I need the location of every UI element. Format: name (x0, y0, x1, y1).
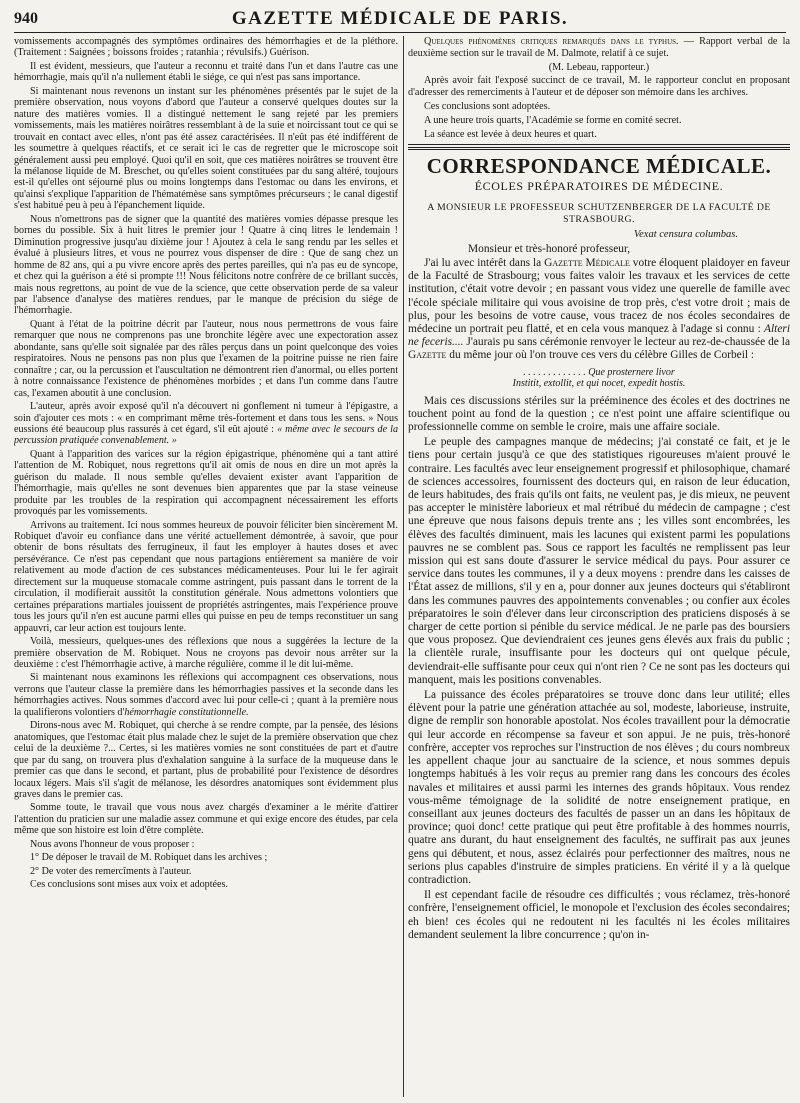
verse-line: Institit, extollit, et qui nocet, expedit hostis. (512, 377, 686, 389)
column-divider (403, 36, 404, 1097)
paragraph: La séance est levée à deux heures et quart. (424, 128, 597, 140)
letter-address: A MONSIEUR LE PROFESSEUR SCHUTZENBERGER DE LA FACULTÉ DE STRASBOURG. (427, 201, 771, 225)
paragraph: Voilà, messieurs, quelques-unes des réflexions que nous a suggérées la lecture de la première observation de M. Robiquet. Nous ne croyons pas devoir nous arrêter sur la deuxième : c'est l'hémorrhagie active, à marche régulière, comme il le dit lui-même. (14, 636, 398, 671)
epigraph: Vexat censura columbas. (633, 228, 738, 240)
paragraph: Somme toute, le travail que vous nous avez chargés d'examiner a le mérite d'attirer l'attention du praticien sur une maladie assez commune et qui exige encore des études, par cela même que son histoire est loin d'être complète. (14, 802, 398, 837)
report-topic-rest: — Rapport verbal de la deuxième section sur le travail de M. Dalmote, relatif à ce sujet. (408, 36, 790, 59)
page-number: 940 (14, 10, 38, 27)
salutation: Monsieur et très-honoré professeur, (468, 242, 631, 255)
paragraph: Le peuple des campagnes manque de médecins; j'ai constaté ce fait, et je le tiens pour certain jusqu'à ce que des statistiques rigoureuses m'aient prouvé le contraire. Les facultés avec leur enseignement progressif et philosophique, chamaré de sciences accessoires, fournissent des docteurs qui, en raison de leur éducation, de leurs habitudes, des frais qu'ils ont faits, ne veulent pas, je dis mieux, ne peuvent pas accepter le ministère laborieux et mal rétribué du médecin de campagne ; c'est une épreuve que nous faisons depuis trente ans ; les villes sont encombrées, les élèves des facultés diminuent, mais les lacunes qui existent parmi les populations pauvres ne se comblent pas. Sous ce rapport les facultés ne remplissent pas leur mission qui est sans doute d'assurer le service médical du pays. Pour assurer ce service dans toutes les communes, il y a deux moyens : prendre dans les caisses de l'État assez de millions, s'il y en a, pour donner aux jeunes docteurs qui s'établiront dans les communes pauvres des appointements convenables ; ou confier aux écoles préparatoires le soin d'élever dans leur circonscription des praticiens disposés à se charger de cette portion si pénible du service médical. Je ne parle pas des boursiers que vous proposez. Que deviendraient ces jeunes gens élevés aux frais du public ; la clientèle rurale, insuffisante pour les docteurs qui ont quelque pécule, deviendrait-elle suffisante pour ceux qui n'ont rien ? Ce ne sont pas les docteurs qui manquent, mais les positions convenables. (408, 436, 790, 686)
paragraph: Dirons-nous avec M. Robiquet, qui cherche à se rendre compte, par la pensée, des lésions anatomiques, que l'estomac était plus malade chez le sujet de la première observation que chez celui de la deuxième ?... Certes, si les matières vomies ne sont constituées de part et d'autre que par du sang, on trouvera plus d'exhalation sanguine à la surface de la muqueuse dans le premier cas que dans le second, et partant, plus de probabilité pour l'existence de désordres locaux légers. Mais s'il s'agit de mélanose, les désordres anatomiques sont évidemment plus graves dans le premier cas. (14, 720, 398, 800)
journal-name: Gazette Médicale (544, 256, 630, 269)
paragraph: Nous n'omettrons pas de signer que la quantité des matières vomies dépasse presque les bornes du possible. Six à huit litres le premier jour ! Quatre à cinq litres le lendemain ! Diminution progressive jusqu'au dixième jour ! Ajoutez à cela le sang rendu par les selles et évalué à plusieurs litres, et vous ne pourrez vous dispenser de dire : Que de sang chez un homme de 82 ans, qui a pu vivre encore après des pertes pareilles, qui n'a pas eu de syncope, et chez qui la guérison a été si prompte !!! Nous félicitons notre confrère de ce brillant succès, mais nous regrettons, au point de vue de la science, que cette observation perde de sa valeur par l'absence d'analyse des matières rendues, par le manque de précision du siége de l'hémorrhagie. (14, 213, 398, 317)
paragraph-text: votre éloquent plaidoyer en faveur de la Faculté de Strasbourg; vous faites valoir les travaux et les services de cette institution, c'était votre devoir ; en passant vous videz une querelle de famille avec l'école spéciale militaire qui vous avoisine de trop près, c'est votre droit ; mais de plus, pour les besoins de votre cause, vous tracez de nos écoles secondaires de médecine un portrait peu flatté, et en cela vous manquez à l'adage si connu : (408, 256, 790, 335)
academy-report (408, 36, 790, 140)
paragraph: Mais ces discussions stériles sur la prééminence des écoles et des doctrines ne touchent point au fond de la question ; ce n'est point une affaire scientifique ou professionnelle comme on semble le croire, mais une affaire sociale. (408, 394, 790, 434)
section-subtitle: ÉCOLES PRÉPARATOIRES DE MÉDECINE. (474, 179, 724, 194)
verse-line: . . . . . . . . . . . . . Que prosternere livor (523, 366, 675, 378)
paragraph (14, 401, 398, 447)
italic-quote: « même avec le secours de la percussion pratiquée convenablement. » (14, 423, 398, 447)
report-heading (408, 36, 790, 60)
paragraph: Arrivons au traitement. Ici nous sommes heureux de pouvoir féliciter bien sincèrement M. Robiquet d'avoir eu confiance dans une vérité actuellement démontrée, à savoir, que pour obtenir de bons résultats des ferrugineux, il faut les employer à hautes doses et avec persévérance. Ce n'est pas cependant que nous partagions entièrement sa manière de voir relativement au mode d'action de ces substances médicamenteuses. Pour lui le fer agirait directement sur la muqueuse stomacale comme astringent, puis passant dans le torrent de la circulation, il modifierait aussitôt la constitution générale. Nous admettons volontiers que certaines préparations martiales jouissent de propriétés astringentes, mais l'expérience prouve tous les jours qu'il n'en est aucune parmi elles qui puisse en peu de temps reconstituer un sang appauvri, car leur action est toujours lente. (14, 519, 398, 634)
proposal-item: 1° De déposer le travail de M. Robiquet dans les archives ; (30, 852, 268, 864)
paragraph: La puissance des écoles préparatoires se trouve donc dans leur utilité; elles élèvent pour la patrie une génération attachée au sol, modeste, laborieuse, instruite, digne de remplir son honorable apostolat. Nos écoles travaillent pour la démocratie qui leur accorde en récompense sa faveur et son appui. Je ne puis, très-honoré confrère, accepter vos reproches sur l'instruction de nos élèves ; du cours nombreux les appellent chaque jour au sanctuaire de la science, et nous sommes depuis longtemps habitués à les voir reçus au premier rang dans les concours des écoles navales et militaires et aussi parmi les internes des grands hôpitaux. Vous rendez vous-même témoignage de la solidité de notre enseignement pratique, en conseillant aux jeunes docteurs des facultés de passer un an dans les hôpitaux de province; quoi donc! cette pratique qui peut être profitable à des hommes nourris, quatre ans durant, du haut enseignement des facultés, ne suffirait pas aux jeunes gens qui débutent, et nous, assez éclairés pour perfectionner des maîtres, nous ne serions plus capables d'instruire de simples praticiens. En vérité il y a là quelque contradiction. (408, 689, 790, 886)
rapporteur: (M. Lebeau, rapporteur.) (548, 61, 650, 73)
paragraph-text: J'aurais pu sans cérémonie renvoyer le lecteur au rez-de-chaussée de la (463, 336, 790, 349)
journal-masthead: GAZETTE MÉDICALE DE PARIS. (231, 8, 569, 29)
paragraph: Il est cependant facile de résoudre ces difficultés ; vous réclamez, très-honoré confrère, l'enseignement officiel, le monopole et l'exclusion des écoles secondaires; eh bien! ces écoles qui ne redoutent ni les facultés ni les écoles militaires demandent seulement la libre concurrence ; qu'on in- (408, 889, 790, 941)
section-title: CORRESPONDANCE MÉDICALE. (426, 154, 772, 179)
paragraph: Si maintenant nous revenons un instant sur les phénomènes présentés par le sujet de la première observation, nous voyons d'abord que l'auteur a conservé quelques doutes sur la nature des matières vomies. Il a distingué nettement le sang rejeté par les premiers vomissements, mais les matières noirâtres ressemblant à de la suie et noircissant tout ce qui se trouvait en contact avec elles, n'ont pas été assez caractérisées. Il n'eût pas été indifférent de les soumettre à quelques réactifs, et ce serait ici le cas de regretter que le microscope soit généralement aussi peu employé. Quoi qu'il en soit, que ces matières noirâtres se trouvent être la mélanose liquide de M. Breschet, ou qu'elles soient constituées par du sang altéré, toujours est-il qu'elles ont séjourné plus ou moins longtemps dans l'estomac ou dans les environs, et qu'ainsi s'explique l'apparition de l'hématémèse sans symptômes précurseurs ; le canal digestif s'est habitué peu à peu à l'épanchement liquide. (14, 85, 398, 212)
proposal-item: 2° De voter des remercîments à l'auteur. (30, 865, 192, 877)
paragraph: Après avoir fait l'exposé succinct de ce travail, M. le rapporteur conclut en proposant d'adresser des remerciments à l'auteur et de déposer son mémoire dans les archives. (408, 75, 790, 99)
italic-term: hémorrhagie constitutionnelle. (124, 706, 249, 718)
paragraph-text: Si maintenant nous examinons les réflexions qui accompagnent ces observations, nous verrons que l'auteur classe la première dans les hémorrhagies passives et la seconde dans les hémorrhagies actives. Nous sommes d'accord avec lui pour celle-ci ; quant à la première nous la qualifierons volontiers d' (14, 672, 398, 718)
paragraph: A une heure trois quarts, l'Académie se forme en comité secret. (424, 114, 682, 126)
journal-name: Gazette (408, 349, 447, 362)
paragraph-text: du même jour où l'on trouve ces vers du célèbre Gilles de Corbeil : (446, 349, 755, 362)
paragraph-text: J'ai lu avec intérêt dans la (424, 256, 545, 269)
paragraph: Quant à l'apparition des varices sur la région épigastrique, phénomène qui a tant attiré l'attention de M. Robiquet, nous regrettons qu'il ait omis de nous en dire un mot après la guérison du malade. Il nous semble qu'elles devaient exister avant l'apparition de l'hémorrhagie, mais qu'elles ne sont devenues bien apparentes que par la stase veineuse produite par les troubles de la respiration qui accompagnent nécessairement les efforts provoqués par les vomissements. (14, 448, 398, 518)
section-double-rule (408, 147, 790, 150)
paragraph (408, 257, 790, 363)
verse-quote (408, 367, 790, 389)
section-rule (408, 144, 790, 145)
paragraph-text: L'auteur, après avoir exposé qu'il n'a découvert ni gonflement ni tumeur à l'épigastre, a soin d'ajouter ces mots : « en comprimant même très-fortement et dans tous les sens. » Nous eussions été beaucoup plus rassurés à cet égard, s'il eût ajouté : (14, 401, 398, 435)
left-column (14, 36, 398, 1097)
paragraph: Il est évident, messieurs, que l'auteur a reconnu et traité dans l'un et dans l'autre cas une hémorrhagie, mais qu'il n'a nullement établi le siége, ce qui n'est pas sans importance. (14, 60, 398, 84)
page-header (14, 6, 786, 33)
right-column (408, 36, 790, 1097)
paragraph: Nous avons l'honneur de vous proposer : (30, 838, 195, 850)
paragraph: Ces conclusions sont adoptées. (424, 100, 551, 112)
paragraph (14, 672, 398, 718)
report-topic: Quelques phénomènes critiques remarqués dans le typhus. (424, 36, 679, 47)
paragraph: Ces conclusions sont mises aux voix et adoptées. (30, 879, 228, 891)
paragraph: Quant à l'état de la poitrine décrit par l'auteur, nous nous permettrons de vous faire remarquer que nous ne comprenons pas une bronchite légère avec une expectoration assez abondante, sans qu'elle soit signalée par des râles perçus dans un point quelconque des voies respiratoires. Nous ne pensons pas non plus que l'examen de la poitrine puisse ne rien faire connaître ; car, ou la percussion et l'auscultation ne démontrent rien d'anormal, ou elles portent à notre connaissance l'existence de phénomènes morbides ; et dans l'un comme dans l'autre cas, l'examen aboutit à une conclusion. (14, 318, 398, 399)
paragraph: vomissements accompagnés des symptômes ordinaires des hémorrhagies et de la pléthore. (Traitement : Saignées ; boissons froides ; ratanhia ; révulsifs.) Guérison. (14, 36, 398, 59)
latin-adage: Alteri ne feceris.... (408, 323, 790, 349)
